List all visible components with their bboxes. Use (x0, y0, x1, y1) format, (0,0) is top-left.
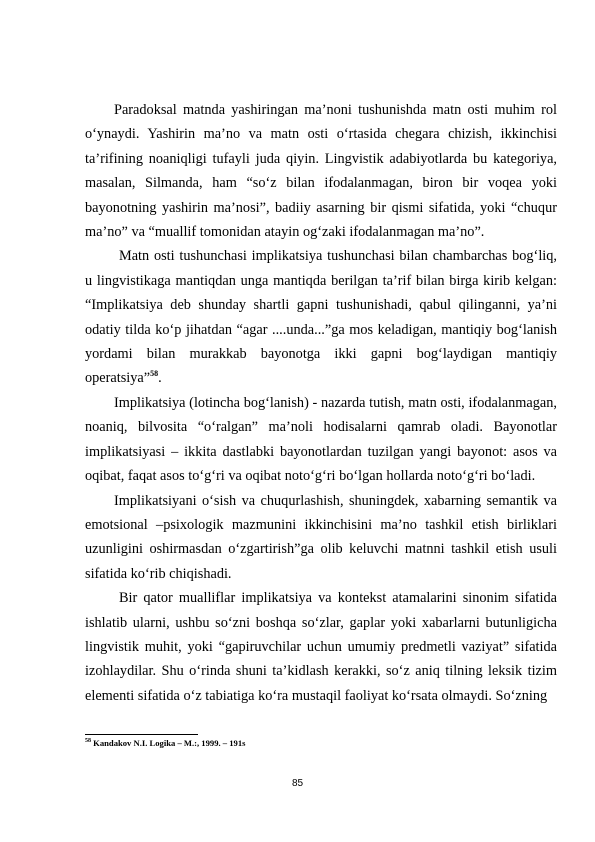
footnote-reference: 58 (150, 369, 159, 379)
paragraph-4: Implikatsiyani o‘sish va chuqurlashish, shuningdek, xabarning semantik va emotsional –psixologik mazmunini ikkinchisini ma’no tashkil etish birliklari uzunligini oshirmasdan o‘zgartirish”ga olib keluvchi matnni tashkil etish usuli sifatida ko‘rib chiqishadi. (85, 492, 557, 582)
paragraph-1: Paradoksal matnda yashiringan ma’noni tushunishda matn osti muhim rol o‘ynaydi. Yashirin ma’no va matn osti o‘rtasida chegara chizish, ikkinchisi ta’rifining noaniqligi tufayli juda qiyin. Lingvistik adabiyotlarda bu kategoriya, masalan, Silmanda, ham “so‘z bilan ifodalanmagan, biron bir voqea yoki bayonotning yashirin ma’nosi”, badiiy asarning bir qismi sifatida, yoki “chuqur ma’no” va “muallif tomonidan atayin og‘zaki ifodalanmagan ma’no”. (85, 102, 557, 241)
paragraph-2-text: Matn osti tushunchasi implikatsiya tushunchasi bilan chambarchas bog‘liq, u lingvistikaga mantiqdan unga mantiqda berilgan ta’rif bilan birga kirib kelgan: “Implikatsiya deb shunday shartli gapni tushunishadi, qabul qilinganni, ya’ni odatiy tilda ko‘p jihatdan “agar ....unda...”ga mos keladigan, mantiqiy bog‘lanish yordami bilan murakkab bayonotga ikki gapni bog‘laydigan mantiqiy operatsiya” (85, 248, 557, 387)
footnote-marker: 58 (85, 738, 91, 745)
footnote (85, 738, 557, 749)
document-body (85, 98, 557, 708)
paragraph-5: Bir qator mualliflar implikatsiya va kontekst atamalarini sinonim sifatida ishlatib ularni, ushbu so‘zni boshqa so‘zlar, gaplar yoki xabarlarni butunligicha lingvistik muhit, yoki “gapiruvchilar uchun umumiy predmetli vaziyat” sifatida izohlaydilar. Shu o‘rinda shuni ta’kidlash kerakki, so‘z aniq tilning leksik tizim elementi sifatida o‘z tabiatiga ko‘ra mustaqil faoliyat ko‘rsata olmaydi. So‘zning (85, 590, 557, 704)
paragraph-2 (85, 244, 557, 390)
footnote-text: Kandakov N.I. Logika – M.:, 1999. – 191s (91, 738, 246, 748)
page-number: 85 (291, 778, 304, 789)
footnote-divider (85, 734, 198, 735)
paragraph-3: Implikatsiya (lotincha bog‘lanish) - nazarda tutish, matn osti, ifodalanmagan, noaniq, bilvosita “o‘ralgan” ma’noli hodisalarni qamrab oladi. Bayonotlar implikatsiyasi – ikkita dastlabki bayonotlardan tuzilgan yangi bayonot: asos va oqibat, faqat asos to‘g‘ri va oqibat noto‘g‘ri bo‘lgan hollarda noto‘g‘ri bo‘ladi. (85, 394, 557, 485)
paragraph-2-period: . (158, 370, 162, 387)
